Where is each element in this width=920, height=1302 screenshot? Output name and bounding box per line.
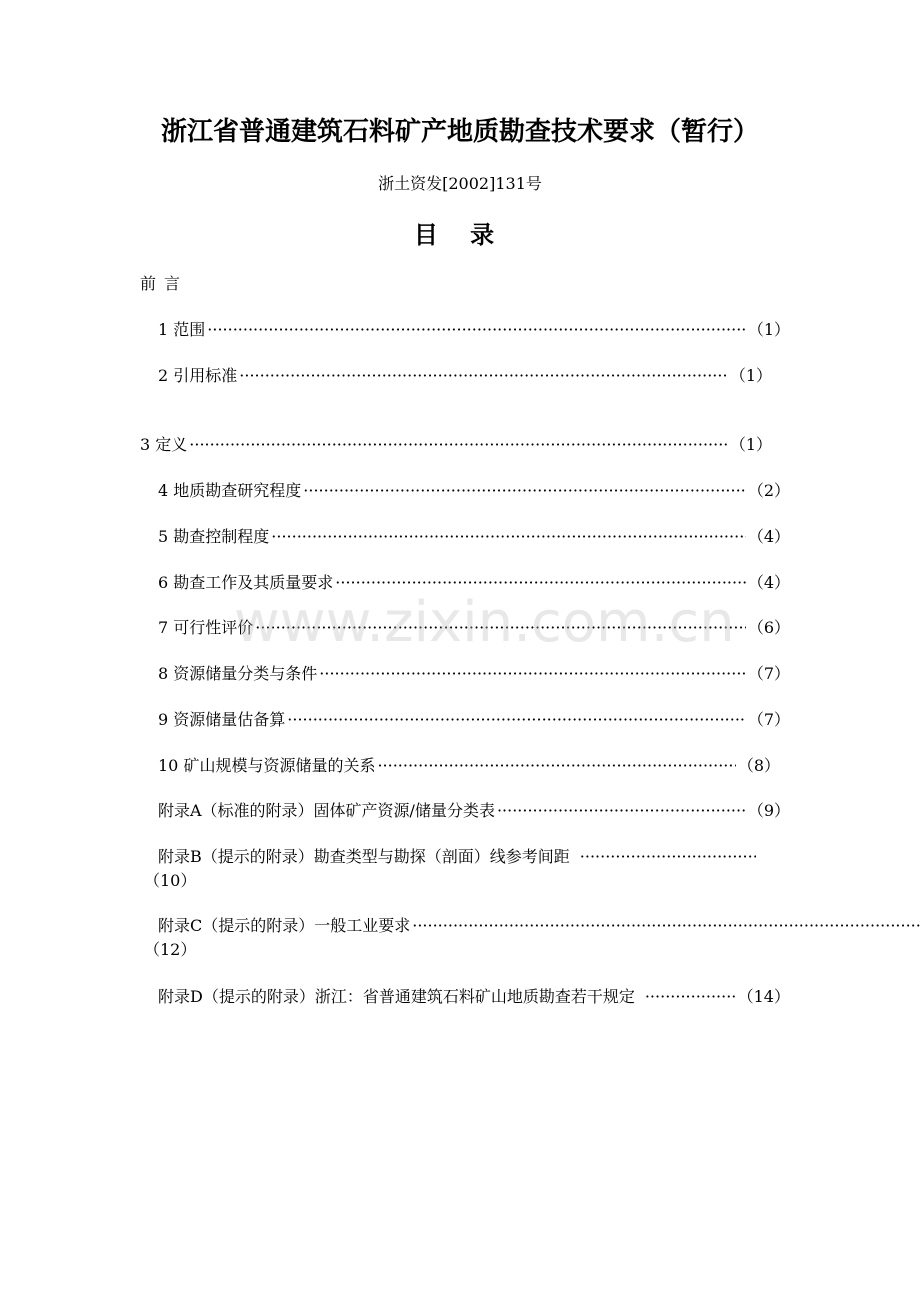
dot-leader: [412, 916, 920, 935]
toc-entry-page: （14）: [737, 987, 790, 1006]
toc-preface: 前言: [140, 274, 189, 293]
toc-entry-appendix-d[interactable]: [158, 984, 790, 1006]
toc-entry-label: 附录C（提示的附录）一般工业要求: [158, 916, 411, 935]
dot-leader: [255, 618, 746, 637]
watermark-text: www.zixin.com.cn: [234, 590, 735, 655]
toc-entry-page: （1）: [729, 366, 772, 385]
toc-entry-page: （9）: [747, 801, 790, 820]
toc-heading: 目 录: [413, 221, 507, 249]
dot-leader: [239, 366, 728, 385]
toc-entry-label: 8 资源储量分类与条件: [158, 664, 318, 683]
toc-entry-feasibility[interactable]: [158, 615, 790, 637]
toc-entry-resource-estimation[interactable]: [158, 707, 790, 729]
document-title: 浙江省普通建筑石料矿产地质勘查技术要求（暂行）: [160, 117, 759, 147]
toc-entry-label: 2 引用标准: [158, 366, 238, 385]
document-number: 浙土资发[2002]131号: [378, 174, 542, 193]
dot-leader: [303, 481, 746, 500]
toc-entry-scope[interactable]: [158, 317, 790, 339]
toc-entry-label: 附录B（提示的附录）勘查类型与勘探（剖面）线参考间距: [158, 847, 570, 866]
toc-entry-page: （4）: [747, 527, 790, 546]
dot-leader: [645, 987, 736, 1006]
toc-entry-label: 1 范围: [158, 320, 206, 339]
dot-leader: [497, 801, 746, 820]
toc-entry-page: （4）: [747, 573, 790, 592]
toc-entry-label: 附录D（提示的附录）浙江：省普通建筑石料矿山地质勘查若干规定: [158, 987, 635, 1006]
toc-entry-label: 6 勘查工作及其质量要求: [158, 573, 334, 592]
toc-entry-label: 4 地质勘查研究程度: [158, 481, 302, 500]
toc-entry-page: （1）: [747, 320, 790, 339]
toc-entry-mine-scale[interactable]: [158, 753, 780, 775]
toc-entry-work-quality[interactable]: [158, 570, 790, 592]
dot-leader: [319, 664, 746, 683]
toc-entry-page: （6）: [747, 618, 790, 637]
toc-entry-resource-classification[interactable]: [158, 661, 790, 683]
toc-entry-geology-research[interactable]: [158, 478, 790, 500]
toc-entry-references[interactable]: [158, 363, 772, 385]
dot-leader: [335, 573, 746, 592]
toc-entry-control-degree[interactable]: [158, 524, 790, 546]
toc-entry-definitions[interactable]: [140, 432, 772, 454]
toc-entry-page: （7）: [747, 710, 790, 729]
toc-entry-page: （12）: [144, 940, 197, 959]
toc-entry-label: 9 资源储量估备算: [158, 710, 286, 729]
toc-entry-appendix-c[interactable]: [144, 913, 756, 960]
toc-entry-page: （8）: [737, 756, 780, 775]
dot-leader: [377, 756, 735, 775]
toc-entry-page: （10）: [144, 871, 197, 890]
toc-entry-appendix-a[interactable]: [158, 798, 790, 820]
toc-entry-page: （1）: [729, 435, 772, 454]
dot-leader: [271, 527, 746, 546]
toc-entry-appendix-b[interactable]: [144, 844, 756, 891]
toc-entry-label: 10 矿山规模与资源储量的关系: [158, 756, 376, 775]
toc-entry-label: 附录A（标准的附录）固体矿产资源/储量分类表: [158, 801, 495, 820]
dot-leader: [287, 710, 746, 729]
toc-entry-label: 7 可行性评价: [158, 618, 254, 637]
dot-leader: [207, 320, 746, 339]
toc-entry-page: （7）: [747, 664, 790, 683]
toc-entry-label: 5 勘查控制程度: [158, 527, 270, 546]
dot-leader: [189, 435, 728, 454]
dot-leader: [580, 847, 756, 866]
toc-entry-label: 3 定义: [140, 435, 188, 454]
toc-entry-page: （2）: [747, 481, 790, 500]
